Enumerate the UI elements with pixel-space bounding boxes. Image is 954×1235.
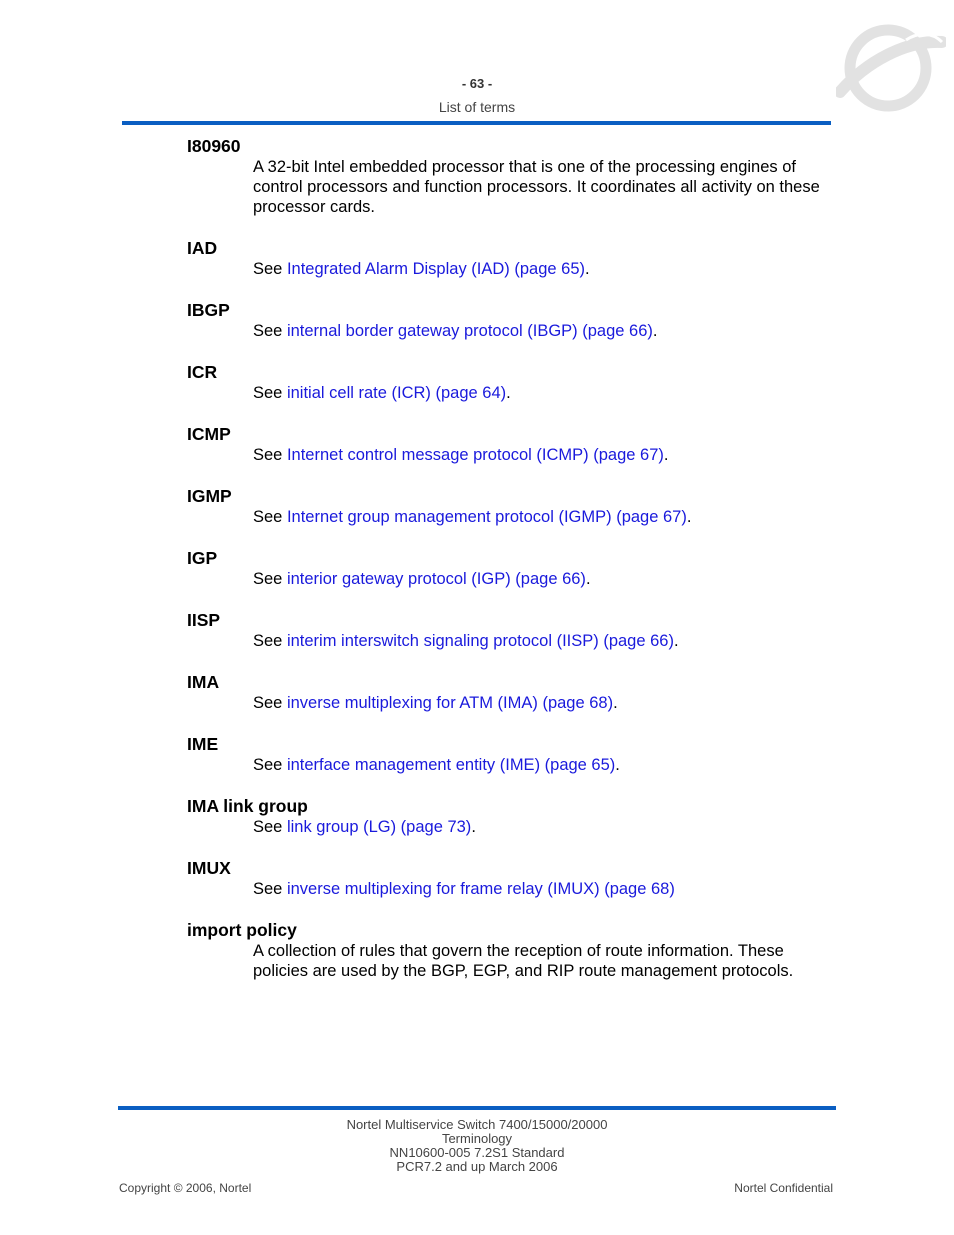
period: . [686, 508, 692, 526]
footer-product: Nortel Multiservice Switch 7400/15000/20000 [346, 1117, 608, 1132]
period: . [471, 818, 476, 836]
term-name: IMA [187, 672, 220, 692]
term-link[interactable]: interim interswitch signaling protocol (IISP) (page 66) [286, 632, 674, 650]
term-name: IGP [187, 548, 218, 568]
term-definition [253, 259, 847, 279]
see-prefix: See [253, 880, 287, 898]
period: . [613, 694, 618, 712]
see-prefix: See [253, 508, 287, 526]
see-prefix: See [253, 756, 287, 774]
see-prefix: See [253, 632, 287, 650]
footer-release: PCR7.2 and up March 2006 [396, 1159, 558, 1174]
confidentiality: Nortel Confidential [734, 1181, 833, 1195]
term-list [187, 135, 847, 1001]
footer-rule [118, 1106, 836, 1110]
copyright: Copyright © 2006, Nortel [119, 1181, 252, 1195]
term-name: IAD [187, 238, 218, 258]
term-definition [253, 817, 847, 837]
term-definition [253, 321, 847, 341]
term-entry [187, 361, 847, 403]
term-definition [253, 445, 847, 465]
term-definition [253, 755, 847, 775]
term-entry [187, 547, 847, 589]
see-prefix: See [253, 570, 287, 588]
term-name: IMA link group [187, 796, 308, 816]
term-definition: A collection of rules that govern the reception of route information. These policies are used by the BGP, EGP, and RIP route management protocols. [253, 942, 794, 980]
term-entry [187, 299, 847, 341]
term-name: I80960 [187, 136, 241, 156]
period: . [652, 322, 658, 340]
period: . [585, 570, 591, 588]
see-prefix: See [253, 322, 287, 340]
page-number: - 63 - [461, 76, 493, 91]
term-name: IISP [187, 610, 221, 630]
term-name: IBGP [187, 300, 230, 320]
term-definition [253, 693, 847, 713]
term-link[interactable]: Internet control message protocol (ICMP) (page 67) [286, 446, 664, 464]
term-name: ICR [187, 362, 218, 382]
term-name: ICMP [187, 424, 231, 444]
period: . [585, 260, 590, 278]
term-link[interactable]: initial cell rate (ICR) (page 64) [286, 384, 507, 402]
term-entry [187, 795, 847, 837]
see-prefix: See [253, 446, 287, 464]
term-entry [187, 423, 847, 465]
term-name: IME [187, 734, 219, 754]
term-entry [187, 857, 847, 899]
section-title: List of terms [438, 99, 516, 115]
footer-doc-title: Terminology [441, 1131, 513, 1146]
header-rule [122, 121, 831, 125]
period: . [506, 384, 511, 402]
term-link[interactable]: inverse multiplexing for frame relay (IMUX) (page 68) [286, 880, 675, 898]
term-definition: A 32-bit Intel embedded processor that is one of the processing engines of control processors and function processors. It coordinates all activity on these processor cards. [253, 158, 820, 216]
term-entry [187, 733, 847, 775]
footer-block [0, 1118, 954, 1174]
term-entry [187, 609, 847, 651]
term-link[interactable]: internal border gateway protocol (IBGP) (page 66) [286, 322, 653, 340]
term-definition [253, 879, 847, 899]
term-link[interactable]: inverse multiplexing for ATM (IMA) (page 68) [286, 694, 614, 712]
term-definition [253, 507, 847, 527]
footer-doc-number: NN10600-005 7.2S1 Standard [389, 1145, 565, 1160]
term-name: IGMP [187, 486, 232, 506]
period: . [615, 756, 620, 774]
term-definition [253, 569, 847, 589]
period: . [673, 632, 679, 650]
term-link[interactable]: Internet group management protocol (IGMP) (page 67) [286, 508, 687, 526]
term-link[interactable]: link group (LG) (page 73) [286, 818, 472, 836]
term-definition [253, 631, 847, 651]
see-prefix: See [253, 694, 287, 712]
term-entry [187, 485, 847, 527]
see-prefix: See [253, 260, 287, 278]
term-entry [187, 135, 847, 217]
term-definition [253, 383, 847, 403]
term-link[interactable]: Integrated Alarm Display (IAD) (page 65) [286, 260, 586, 278]
see-prefix: See [253, 384, 287, 402]
term-link[interactable]: interior gateway protocol (IGP) (page 66) [286, 570, 586, 588]
term-name: IMUX [187, 858, 231, 878]
term-entry [187, 237, 847, 279]
see-prefix: See [253, 818, 287, 836]
term-entry [187, 919, 847, 981]
term-entry [187, 671, 847, 713]
term-link[interactable]: interface management entity (IME) (page 65) [286, 756, 616, 774]
period: . [663, 446, 669, 464]
term-name: import policy [187, 920, 297, 940]
